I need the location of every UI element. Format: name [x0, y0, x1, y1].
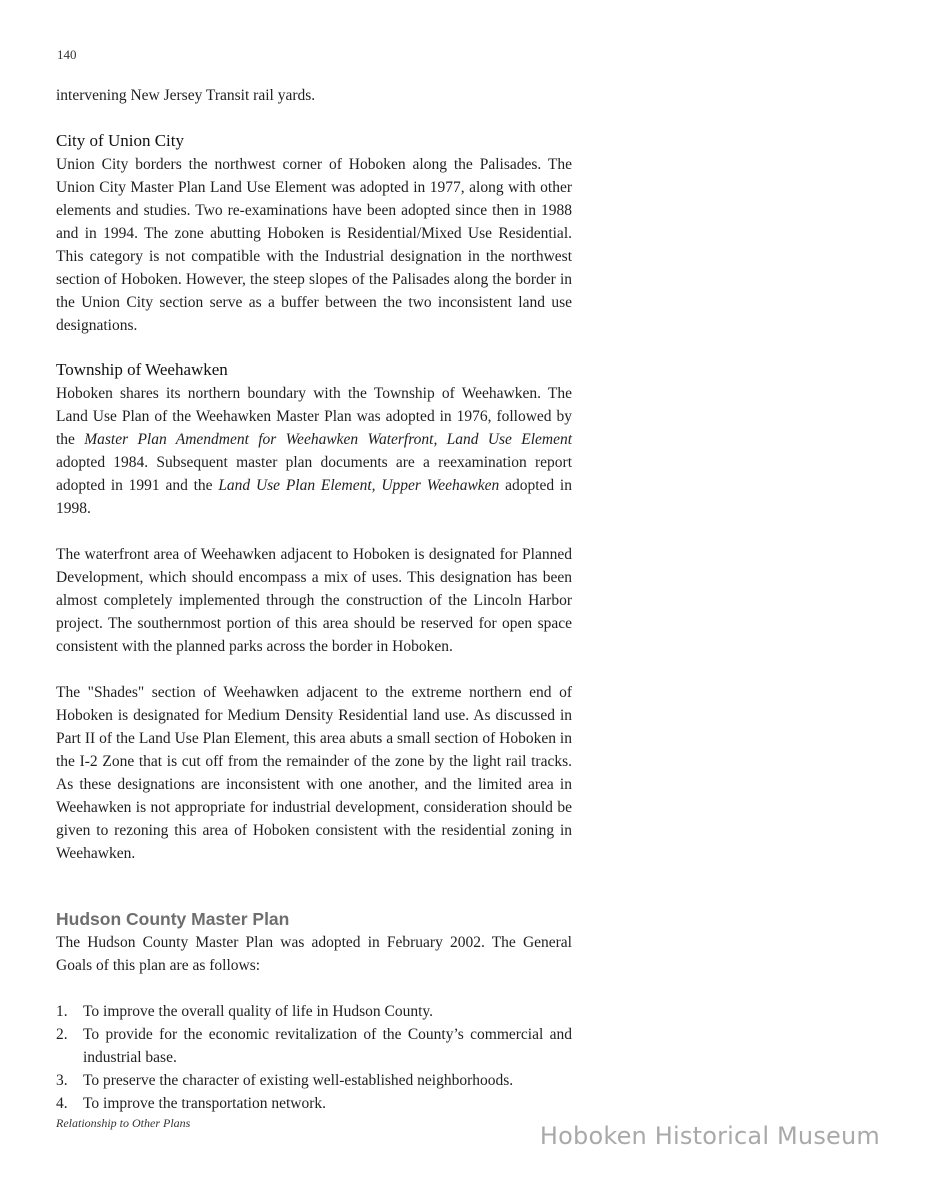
page-footer: Relationship to Other Plans — [56, 1116, 191, 1130]
weehawken-p1-title-2: Land Use Plan Element, Upper Weehawken — [218, 477, 500, 494]
list-item-text: To improve the transportation network. — [83, 1095, 326, 1112]
document-body — [56, 84, 572, 1115]
list-item-text: To improve the overall quality of life in Hudson County. — [83, 1003, 434, 1020]
list-item-number: 4. — [56, 1095, 68, 1112]
page-number: 140 — [57, 47, 77, 62]
intro-text: intervening New Jersey Transit rail yards. — [56, 87, 316, 104]
list-item-number: 1. — [56, 1003, 68, 1020]
list-item-number: 3. — [56, 1072, 68, 1089]
weehawken-heading: Township of Weehawken — [56, 360, 228, 379]
weehawken-paragraph-1 — [56, 382, 572, 520]
union-city-heading: City of Union City — [56, 131, 184, 150]
weehawken-p1-title-1: Master Plan Amendment for Weehawken Waterfront, Land Use Element — [84, 431, 573, 448]
list-item — [56, 1000, 572, 1023]
weehawken-p1-text-a: Hoboken shares its northern boundary with the Township of Weehawken. The Land Use Plan of the Weehawken Master Plan was adopted in 1976, followed by the — [56, 385, 572, 448]
list-item — [56, 1092, 572, 1115]
museum-watermark: Hoboken Historical Museum — [539, 1122, 880, 1150]
list-item — [56, 1069, 572, 1092]
list-item-number: 2. — [56, 1026, 68, 1043]
list-item-text: To preserve the character of existing well-established neighborhoods. — [83, 1072, 514, 1089]
goals-list — [56, 1000, 572, 1115]
weehawken-p1-text-b: adopted 1984. Subsequent master plan documents are a reexamination report adopted in 1991 and the — [56, 454, 572, 494]
weehawken-paragraph-3: The "Shades" section of Weehawken adjacent to the extreme northern end of Hoboken is designated for Medium Density Residential land use. As discussed in Part II of the Land Use Plan Element, this area abuts a small section of Hoboken in the I-2 Zone that is cut off from the remainder of the zone by the light rail tracks. As these designations are inconsistent with one another, and the limited area in Weehawken is not appropriate for industrial development, consideration should be given to rezoning this area of Hoboken consistent with the residential zoning in Weehawken. — [56, 684, 572, 862]
weehawken-p1-text-c: adopted in 1998. — [56, 477, 572, 517]
hudson-county-heading: Hudson County Master Plan — [56, 909, 290, 929]
list-item-text: To provide for the economic revitalization of the County’s commercial and industrial base. — [83, 1026, 572, 1066]
weehawken-paragraph-2: The waterfront area of Weehawken adjacent to Hoboken is designated for Planned Development, which should encompass a mix of uses. This designation has been almost completely implemented through the construction of the Lincoln Harbor project. The southernmost portion of this area should be reserved for open space consistent with the planned parks across the border in Hoboken. — [56, 546, 572, 655]
list-item — [56, 1023, 572, 1069]
union-city-paragraph: Union City borders the northwest corner of Hoboken along the Palisades. The Union City Master Plan Land Use Element was adopted in 1977, along with other elements and studies. Two re-examinations have been adopted since then in 1988 and in 1994. The zone abutting Hoboken is Residential/Mixed Use Residential. This category is not compatible with the Industrial designation in the northwest section of Hoboken. However, the steep slopes of the Palisades along the border in the Union City section serve as a buffer between the two inconsistent land use designations. — [56, 156, 572, 334]
hudson-county-paragraph: The Hudson County Master Plan was adopted in February 2002. The General Goals of this plan are as follows: — [56, 934, 572, 974]
